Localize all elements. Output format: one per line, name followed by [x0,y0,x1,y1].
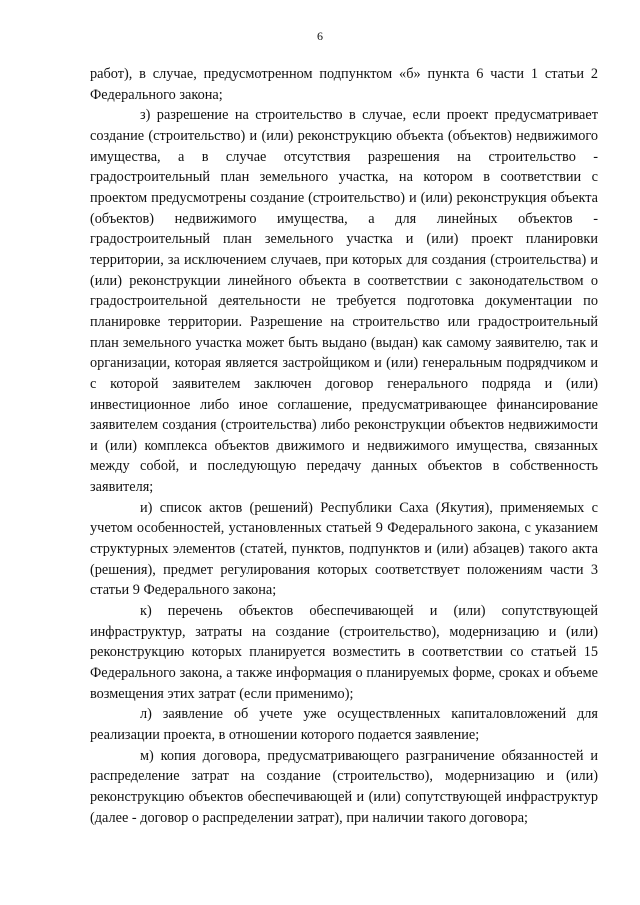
paragraph-l: л) заявление об учете уже осуществленных капиталовложений для реализации проекта, в отношении которого подается заявление; [90,706,598,743]
paragraph-continuation: работ), в случае, предусмотренном подпунктом «б» пункта 6 части 1 статьи 2 Федерального закона; [90,66,598,103]
paragraph-m: м) копия договора, предусматривающего разграничение обязанностей и распределение затрат на создание (строительство), модернизацию и (или) реконструкцию объектов обеспечивающей и (или) сопутствующей инфраструктур (далее - договор о распределении затрат), при наличии такого договора; [90,747,598,826]
paragraph-i: и) список актов (решений) Республики Саха (Якутия), применяемых с учетом особенностей, установленных статьей 9 Федерального закона, с указанием структурных элементов (статей, пунктов, подпунктов и (или) абзацев) такого акта (решения), предмет регулирования которых соответствует положениям части 3 статьи 9 Федерального закона; [90,499,598,599]
paragraph-k: к) перечень объектов обеспечивающей и (или) сопутствующей инфраструктур, затраты на создание (строительство), модернизацию и (или) реконструкцию которых планируется возместить в соответствии со статьей 15 Федерального закона, а также информация о планируемых форме, сроках и объеме возмещения этих затрат (если применимо); [90,603,598,702]
document-body [90,64,598,828]
page-number: 6 [317,29,323,43]
paragraph-z: з) разрешение на строительство в случае, если проект предусматривает создание (строительство) и (или) реконструкцию объекта (объектов) недвижимого имущества, а в случае отсутствия разрешения на строительство - градостроительный план земельного участка, на котором в соответствии с проектом предусмотрены создание (строительство) и (или) реконструкция объекта (объектов) недвижимого имущества, а для линейных объектов - градостроительный план земельного участка и (или) проект планировки территории, за исключением случаев, при которых для создания (строительства) и (или) реконструкции линейного объекта в соответствии с законодательством о градостроительной деятельности не требуется подготовка документации по планировке территории. Разрешение на строительство или градостроительный план земельного участка может быть выдано (выдан) как самому заявителю, так и организации, которая является застройщиком и (или) генеральным подрядчиком и с которой заявителем заключен договор генерального подряда и (или) инвестиционное либо иное соглашение, предусматривающее финансирование заявителем создания (строительства) либо реконструкции объектов недвижимости и (или) комплекса объектов движимого и недвижимого имущества, связанных между собой, и последующую передачу данных объектов в собственность заявителя; [90,107,598,496]
